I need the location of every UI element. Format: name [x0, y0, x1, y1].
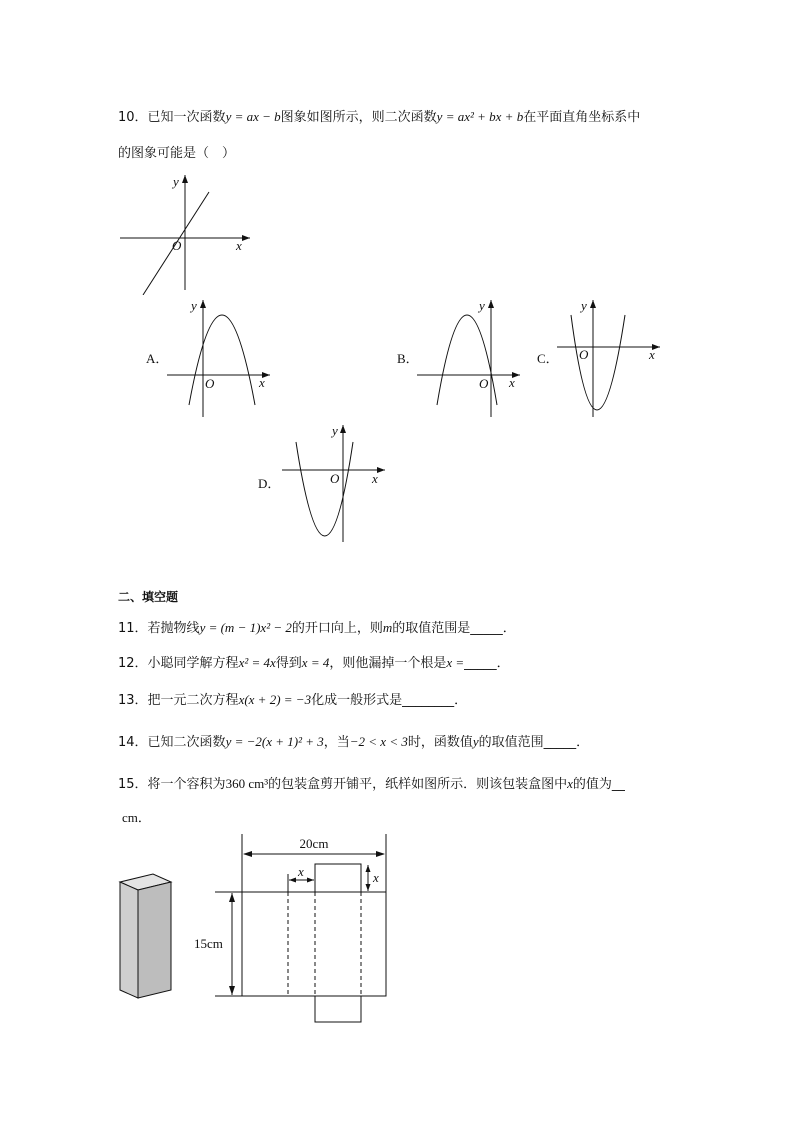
- svg-text:O: O: [479, 376, 489, 391]
- origin-label: O: [172, 238, 182, 253]
- q12: 12．小聪同学解方程x² = 4x得到x = 4，则他漏掉一个根是x =_____．: [118, 655, 510, 671]
- q11: 11．若抛物线y = (m − 1)x² − 2的开口向上，则m的取值范围是_____．: [118, 620, 516, 636]
- option-b-graph: [415, 295, 525, 420]
- option-a-graph: [165, 295, 275, 420]
- option-c-label: C．: [537, 351, 559, 366]
- svg-text:O: O: [579, 347, 589, 362]
- svg-text:x: x: [649, 347, 655, 362]
- q11-answer-blank: _____: [470, 621, 503, 636]
- option-d-graph: [280, 420, 390, 545]
- svg-text:O: O: [205, 376, 215, 391]
- svg-text:y: y: [191, 298, 197, 313]
- q15-line2: cm．: [122, 810, 151, 825]
- q10-line2: 的图象可能是（ ）: [118, 146, 236, 161]
- option-d-label: D．: [258, 476, 281, 491]
- y-axis-label: y: [173, 174, 179, 189]
- svg-text:x: x: [372, 471, 378, 486]
- x-axis-label: x: [236, 238, 242, 253]
- q15-answer-blank: __: [611, 777, 625, 792]
- q12-answer-blank: _____: [464, 656, 497, 671]
- q10-expr1: y = ax − b: [225, 109, 281, 124]
- x-dim-vertical: x: [373, 870, 379, 885]
- x-dim-horizontal: x: [298, 864, 304, 879]
- q14-answer-blank: _____: [543, 735, 577, 750]
- svg-text:y: y: [332, 423, 338, 438]
- section-title: 二、填空题: [118, 590, 179, 604]
- option-c-graph: [555, 295, 665, 420]
- option-b-label: B．: [397, 351, 419, 366]
- q10-expr2: y = ax² + bx + b: [436, 109, 524, 124]
- height-label: 15cm: [194, 936, 223, 951]
- q10-linear-graph: [115, 170, 255, 295]
- q14: 14．已知二次函数y = −2(x + 1)² + 3，当−2 < x < 3时，函数值y的取值范围_____．: [118, 734, 590, 750]
- option-a-label: A．: [146, 351, 169, 366]
- box-net-diagram: [190, 832, 400, 1027]
- svg-text:y: y: [581, 298, 587, 313]
- svg-text:x: x: [259, 375, 265, 390]
- svg-text:x: x: [509, 375, 515, 390]
- svg-text:O: O: [330, 471, 340, 486]
- q15-line1: 15．将一个容积为360 cm³的包装盒剪开铺平，纸样如图所示．则该包装盒图中x的值为__: [118, 776, 625, 792]
- width-label: 20cm: [299, 836, 329, 851]
- q10-line1: 10．已知一次函数y = ax − b图象如图所示，则二次函数y = ax² + bx + b在平面直角坐标系中: [118, 109, 641, 125]
- box-3d-figure: [115, 870, 177, 1002]
- q13-answer-blank: ________: [402, 693, 455, 708]
- q13: 13．把一元二次方程x(x + 2) = −3化成一般形式是________．: [118, 692, 468, 708]
- svg-text:y: y: [479, 298, 485, 313]
